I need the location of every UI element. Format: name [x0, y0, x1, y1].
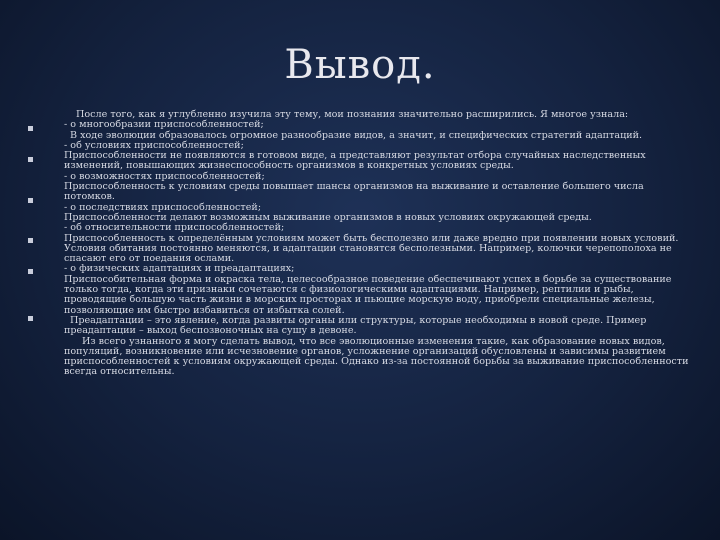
paragraph: Преадаптации – это явление, когда развиты органы или структуры, которые необходимы в новой среде. Пример преадаптации – выход беспозвоночных на сушу в девоне. [64, 314, 647, 337]
paragraph: Приспособленность к условиям среды повышает шансы организмов на выживание и оставление большего числа потомков. [64, 181, 644, 203]
paragraph: Приспособительная форма и окраска тела, целесообразное поведение обеспечивают успех в борьбе за существование только тогда, когда эти признаки сочетаются с физиологическими адаптациями. Например, рептилии и рыбы, проводящие большую часть жизни в морских просторах и пьющие морскую воду, приобрели специальные железы, позволяющие им быстро избавиться от избытка солей. [64, 273, 672, 316]
paragraph: Из всего узнанного я могу сделать вывод, что все эволюционные изменения такие, как образование новых видов, популяций, возникновение или исчезновение органов, усложнение организаций обусловлены и зависимы развитием приспособленностей к условиям окружающей среды. Однако из-за постоянной борьбы за выживание приспособленности всегда относительны. [64, 335, 689, 378]
paragraph: - о физических адаптациях и преадаптациях; [64, 263, 295, 275]
paragraph: - о последствиях приспособленностей; [64, 201, 262, 213]
paragraph: Приспособленности делают возможным выживание организмов в новых условиях окружающей среды. [64, 211, 592, 223]
bullet-marker [28, 157, 33, 162]
bullet-marker [28, 126, 33, 131]
bullet-marker [28, 269, 33, 274]
paragraph: Приспособленности не появляются в готовом виде, а представляют результат отбора случайных наследственных изменений, повышающих жизнеспособность организмов в конкретных условиях среды. [64, 150, 646, 172]
slide-title: Вывод. [284, 42, 436, 88]
paragraph: После того, как я углубленно изучила эту тему, мои познания значительно расширились. Я многое узнала: [76, 109, 629, 120]
paragraph: - об относительности приспособленностей; [64, 222, 285, 234]
paragraph: Приспособленность к определённым условиям может быть бесполезно или даже вредно при появлении новых условий. Условия обитания постоянно меняются, и адаптации становятся бесполезными. Например, колючки черепополоха не спасают его от поедания ослами. [64, 232, 679, 265]
bullet-marker [28, 316, 33, 321]
paragraph: В ходе эволюции образовалось огромное разнообразие видов, а значит, и специфических стратегий адаптаций. [70, 129, 643, 141]
bullet-marker [28, 238, 33, 243]
paragraph: - о многообразии приспособленностей; [64, 119, 264, 131]
paragraph: - о возможностях приспособленностей; [64, 170, 265, 182]
bullet-marker [28, 198, 33, 203]
conclusion-text [64, 110, 689, 378]
paragraph: - об условиях приспособленностей; [64, 139, 244, 151]
